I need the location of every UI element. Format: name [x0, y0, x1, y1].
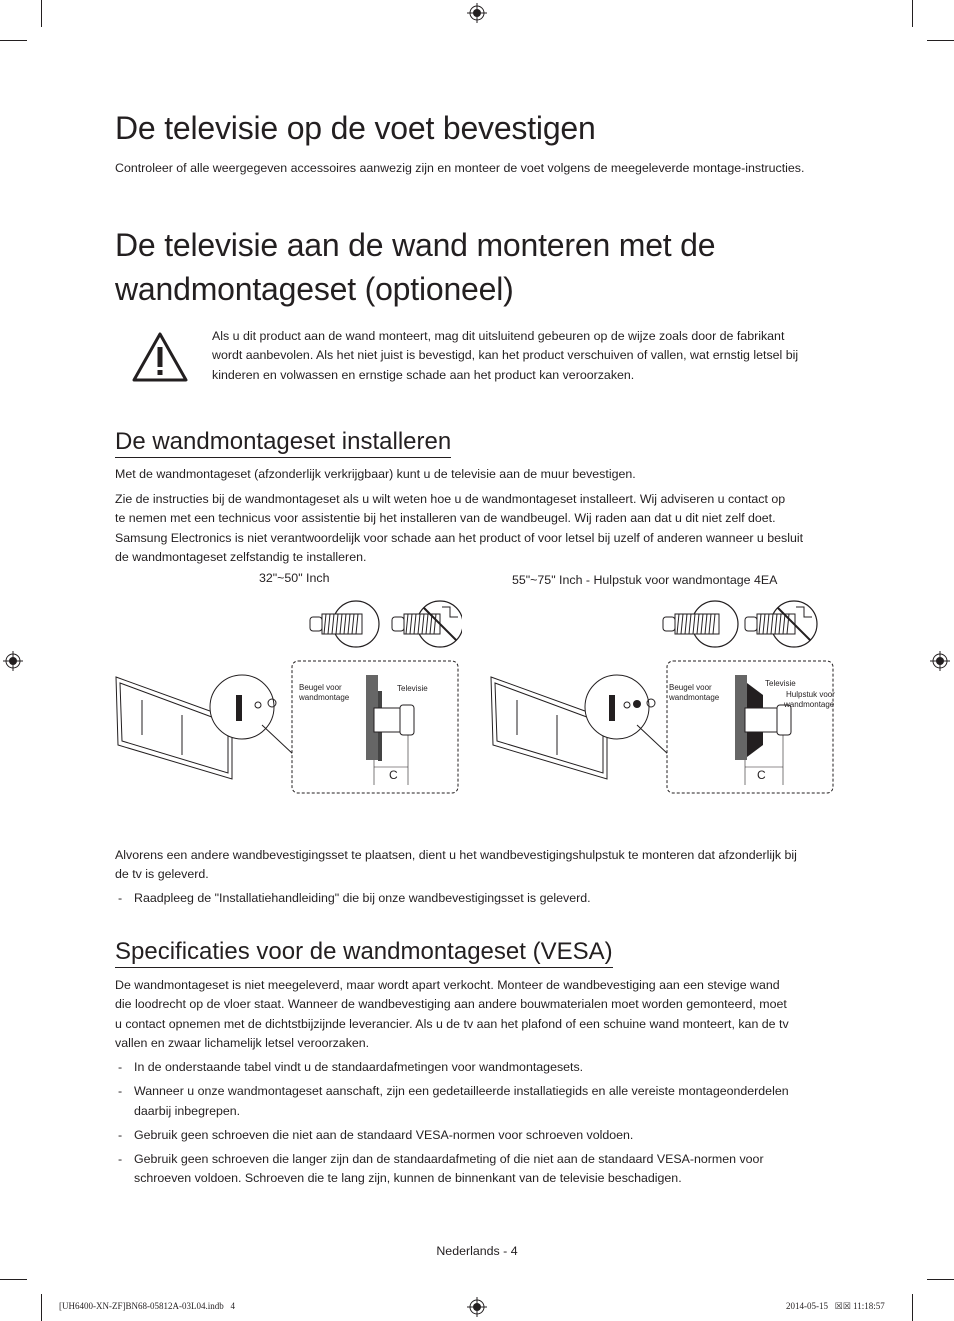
crop-mark: [0, 40, 27, 41]
text-line: schroeven voldoen. Schroeven die te lang zijn, kunnen de binnenkant van de televisie beschadigen.: [134, 1171, 682, 1186]
text-line: - Wanneer u onze wandmontageset aanschaft, zijn een gedetailleerde installatiegids en alle vereiste montageonderdelen: [134, 1084, 789, 1099]
label-line: wandmontage: [299, 693, 350, 702]
wall-mount-diagram-small: [112, 595, 462, 800]
stand-instruction-text: Controleer of alle weergegeven accessoires aanwezig zijn en monteer de voet volgens de meegeleverde montage-instructies.: [115, 161, 805, 175]
list-item: - Raadpleeg de "Installatiehandleiding" die bij onze wandbevestigingsset is geleverd.: [115, 889, 854, 908]
figure-caption-large-tv: 55"~75" Inch - Hulpstuk voor wandmontage 4EA: [512, 573, 778, 587]
date-info: 2014-05-15 ☒☒ 11:18:57: [786, 1301, 885, 1311]
section-title-install: De wandmontageset installeren: [115, 427, 451, 458]
section-title-wall-mount: [115, 223, 715, 311]
text-line: vallen en zwaar lichamelijk letsel veroorzaken.: [115, 1035, 370, 1050]
text-line: De wandmontageset is niet meegeleverd, maar wordt apart verkocht. Monteer de wandbevestiging aan een stevige wand: [115, 978, 780, 992]
crop-mark: [41, 1294, 42, 1321]
title-line: wandmontageset (optioneel): [115, 271, 514, 307]
install-instructions: [115, 490, 855, 567]
warning-icon: [131, 331, 189, 383]
label-c: C: [389, 768, 398, 782]
correct-screw-icon: [310, 601, 379, 647]
correct-screw-icon: [663, 601, 738, 647]
registration-mark-icon: [467, 1297, 487, 1317]
text-line: te nemen met een technicus voor assistentie bij het installeren van de wandbeugel. Wij raden aan dat u dit niet zelf doet.: [115, 511, 776, 526]
text-line: - Gebruik geen schroeven die niet aan de standaard VESA-normen voor schroeven voldoen.: [134, 1127, 634, 1142]
wall-mount-diagram-large: [487, 595, 837, 800]
vesa-intro: [115, 976, 855, 1053]
figure-caption-small-tv: 32"~50" Inch: [259, 571, 330, 585]
text-line: kinderen en volwassen en ernstige schade aan het product kan veroorzaken.: [212, 367, 635, 382]
text-line: Zie de instructies bij de wandmontageset als u wilt weten hoe u de wandmontageset installeert. Wij adviseren u contact op: [115, 492, 786, 506]
text-line: u contact opnemen met de dichtstbijzijnde leverancier. Als u de tv aan het plafond of een schuine wand monteert, kan de tv: [115, 1016, 789, 1031]
crop-mark: [912, 0, 913, 27]
page-number: [0, 1244, 954, 1258]
label-tv: Televisie: [397, 684, 428, 693]
crop-mark: [0, 1279, 27, 1280]
text-line: - Gebruik geen schroeven die langer zijn dan de standaardafmeting of die niet aan de standaard VESA-normen voor: [134, 1152, 764, 1167]
text-line: - In de onderstaande tabel vindt u de standaardafmetingen voor wandmontagesets.: [134, 1060, 584, 1074]
text-line: de wandmontageset zelfstandig te installeren.: [115, 549, 367, 564]
adapter-instruction: [115, 846, 855, 885]
crop-mark: [927, 1279, 954, 1280]
registration-mark-icon: [930, 651, 950, 671]
label-bracket: [669, 683, 719, 703]
list-item: [115, 1058, 835, 1077]
label-c: C: [757, 768, 766, 782]
page-label: Nederlands - 4: [436, 1244, 518, 1258]
wrong-screw-icon: [392, 601, 462, 647]
label-spacer: [786, 690, 835, 710]
install-intro: Met de wandmontageset (afzonderlijk verkrijgbaar) kunt u de televisie aan de muur bevestigen.: [115, 467, 636, 481]
text-line: Samsung Electronics is niet verantwoordelijk voor schade aan het product of voor letsel bij uzelf of anderen wanneer u besluit: [115, 530, 804, 545]
label-line: Beugel voor: [669, 683, 712, 692]
text-line: die loodrecht op de vloer staat. Wanneer de wandbevestiging aan andere bouwmaterialen moet worden gemonteerd, moet: [115, 997, 787, 1012]
label-line: wandmontage: [669, 693, 720, 702]
text-line: Alvorens een andere wandbevestigingsset te plaatsen, dient u het wandbevestigingshulpstuk te monteren dat afzonderlijk bij: [115, 848, 797, 862]
wrong-screw-icon: [745, 601, 817, 647]
label-line: Beugel voor: [299, 683, 342, 692]
text-line: wordt aanbevolen. Als het niet juist is bevestigd, kan het product verschuiven of vallen, wat ernstig letsel bij: [212, 348, 799, 363]
title-line: De televisie aan de wand monteren met de: [115, 227, 716, 263]
crop-mark: [927, 40, 954, 41]
label-bracket: [299, 683, 349, 703]
crop-mark: [912, 1294, 913, 1321]
label-line: Hulpstuk voor: [786, 690, 835, 699]
section-title-stand: De televisie op de voet bevestigen: [115, 110, 596, 146]
text-line: daarbij inbegrepen.: [134, 1103, 241, 1118]
label-line: wandmontage: [784, 700, 835, 709]
registration-mark-icon: [467, 3, 487, 23]
text-line: de tv is geleverd.: [115, 867, 209, 882]
list-item: [115, 1126, 835, 1145]
registration-mark-icon: [3, 651, 23, 671]
list-item: [115, 1150, 835, 1189]
label-tv: Televisie: [765, 679, 796, 688]
text-line: Als u dit product aan de wand monteert, mag dit uitsluitend gebeuren op de wijze zoals door de fabrikant: [212, 329, 785, 343]
crop-mark: [41, 0, 42, 27]
file-info: [UH6400-XN-ZF]BN68-05812A-03L04.indb 4: [59, 1301, 235, 1311]
section-title-vesa: Specificaties voor de wandmontageset (VESA): [115, 937, 613, 968]
vesa-bullet-list: [115, 1058, 835, 1189]
list-item: [115, 1082, 835, 1121]
warning-text: [212, 327, 842, 385]
